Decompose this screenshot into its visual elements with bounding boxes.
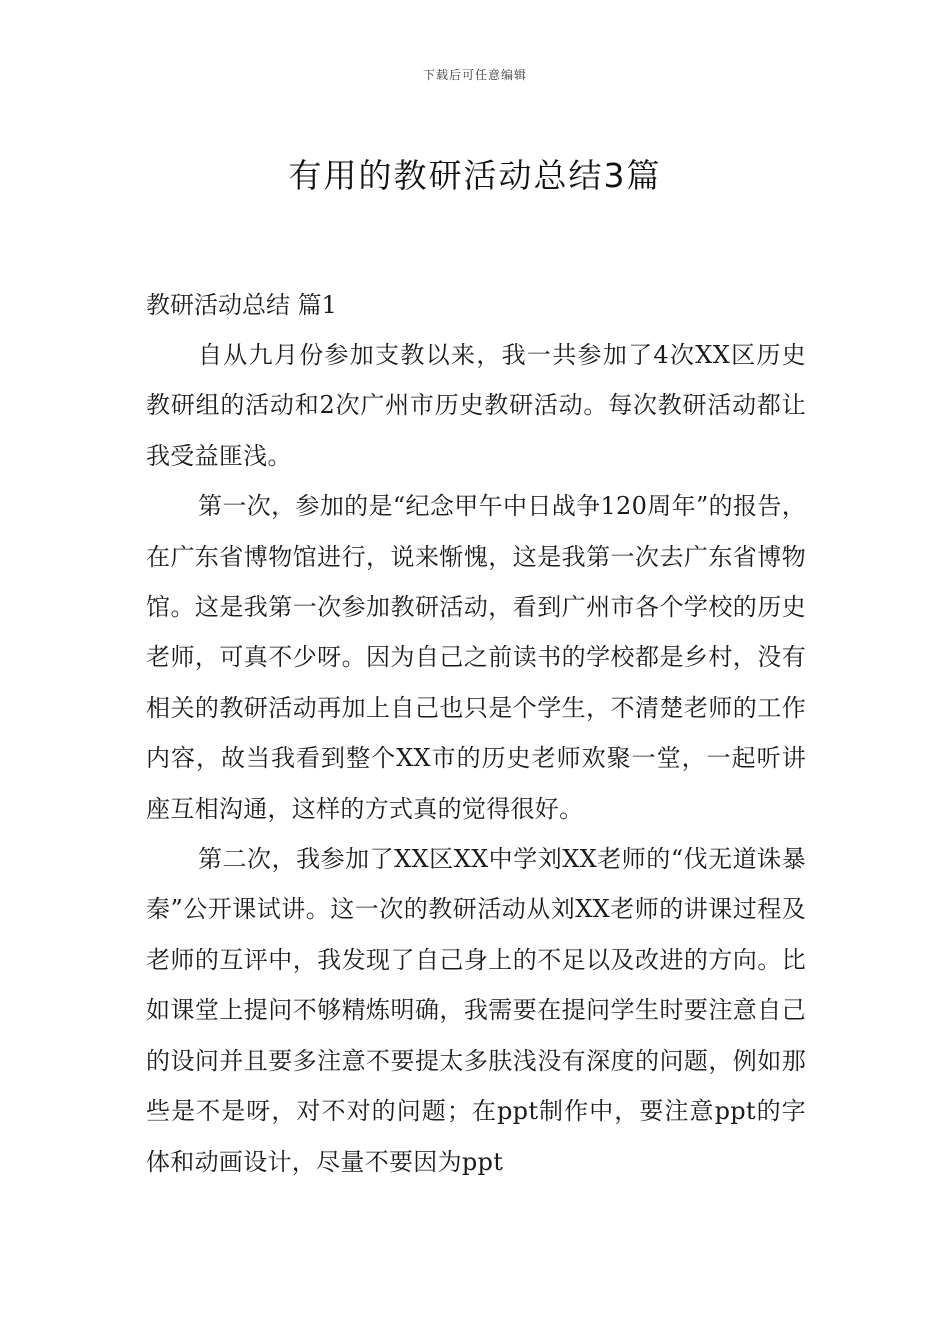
section-heading: 教研活动总结 篇1 [146, 291, 337, 319]
paragraph-2: 第一次，参加的是“纪念甲午中日战争120周年”的报告，在广东省博物馆进行，说来惭愧，这是我第一次去广东省博物馆。这是我第一次参加教研活动，看到广州市各个学校的历史老师，可真不少呀。因为自己之前读书的学校都是乡村，没有相关的教研活动再加上自己也只是个学生，不清楚老师的工作内容，故当我看到整个XX市的历史老师欢聚一堂，一起听讲座互相沟通，这样的方式真的觉得很好。 [146, 492, 806, 823]
document-body [146, 280, 806, 1187]
header-note: 下载后可任意编辑 [422, 68, 527, 82]
document-title: 有用的教研活动总结3篇 [288, 156, 662, 196]
paragraph-1: 自从九月份参加支教以来，我一共参加了4次XX区历史教研组的活动和2次广州市历史教研活动。每次教研活动都让我受益匪浅。 [146, 341, 806, 470]
paragraph-3: 第二次，我参加了XX区XX中学刘XX老师的“伐无道诛暴秦”公开课试讲。这一次的教研活动从刘XX老师的讲课过程及老师的互评中，我发现了自己身上的不足以及改进的方向。比如课堂上提问不够精炼明确，我需要在提问学生时要注意自己的设问并且要多注意不要提太多肤浅没有深度的问题，例如那些是不是呀，对不对的问题；在ppt制作中，要注意ppt的字体和动画设计，尽量不要因为ppt [146, 845, 806, 1176]
